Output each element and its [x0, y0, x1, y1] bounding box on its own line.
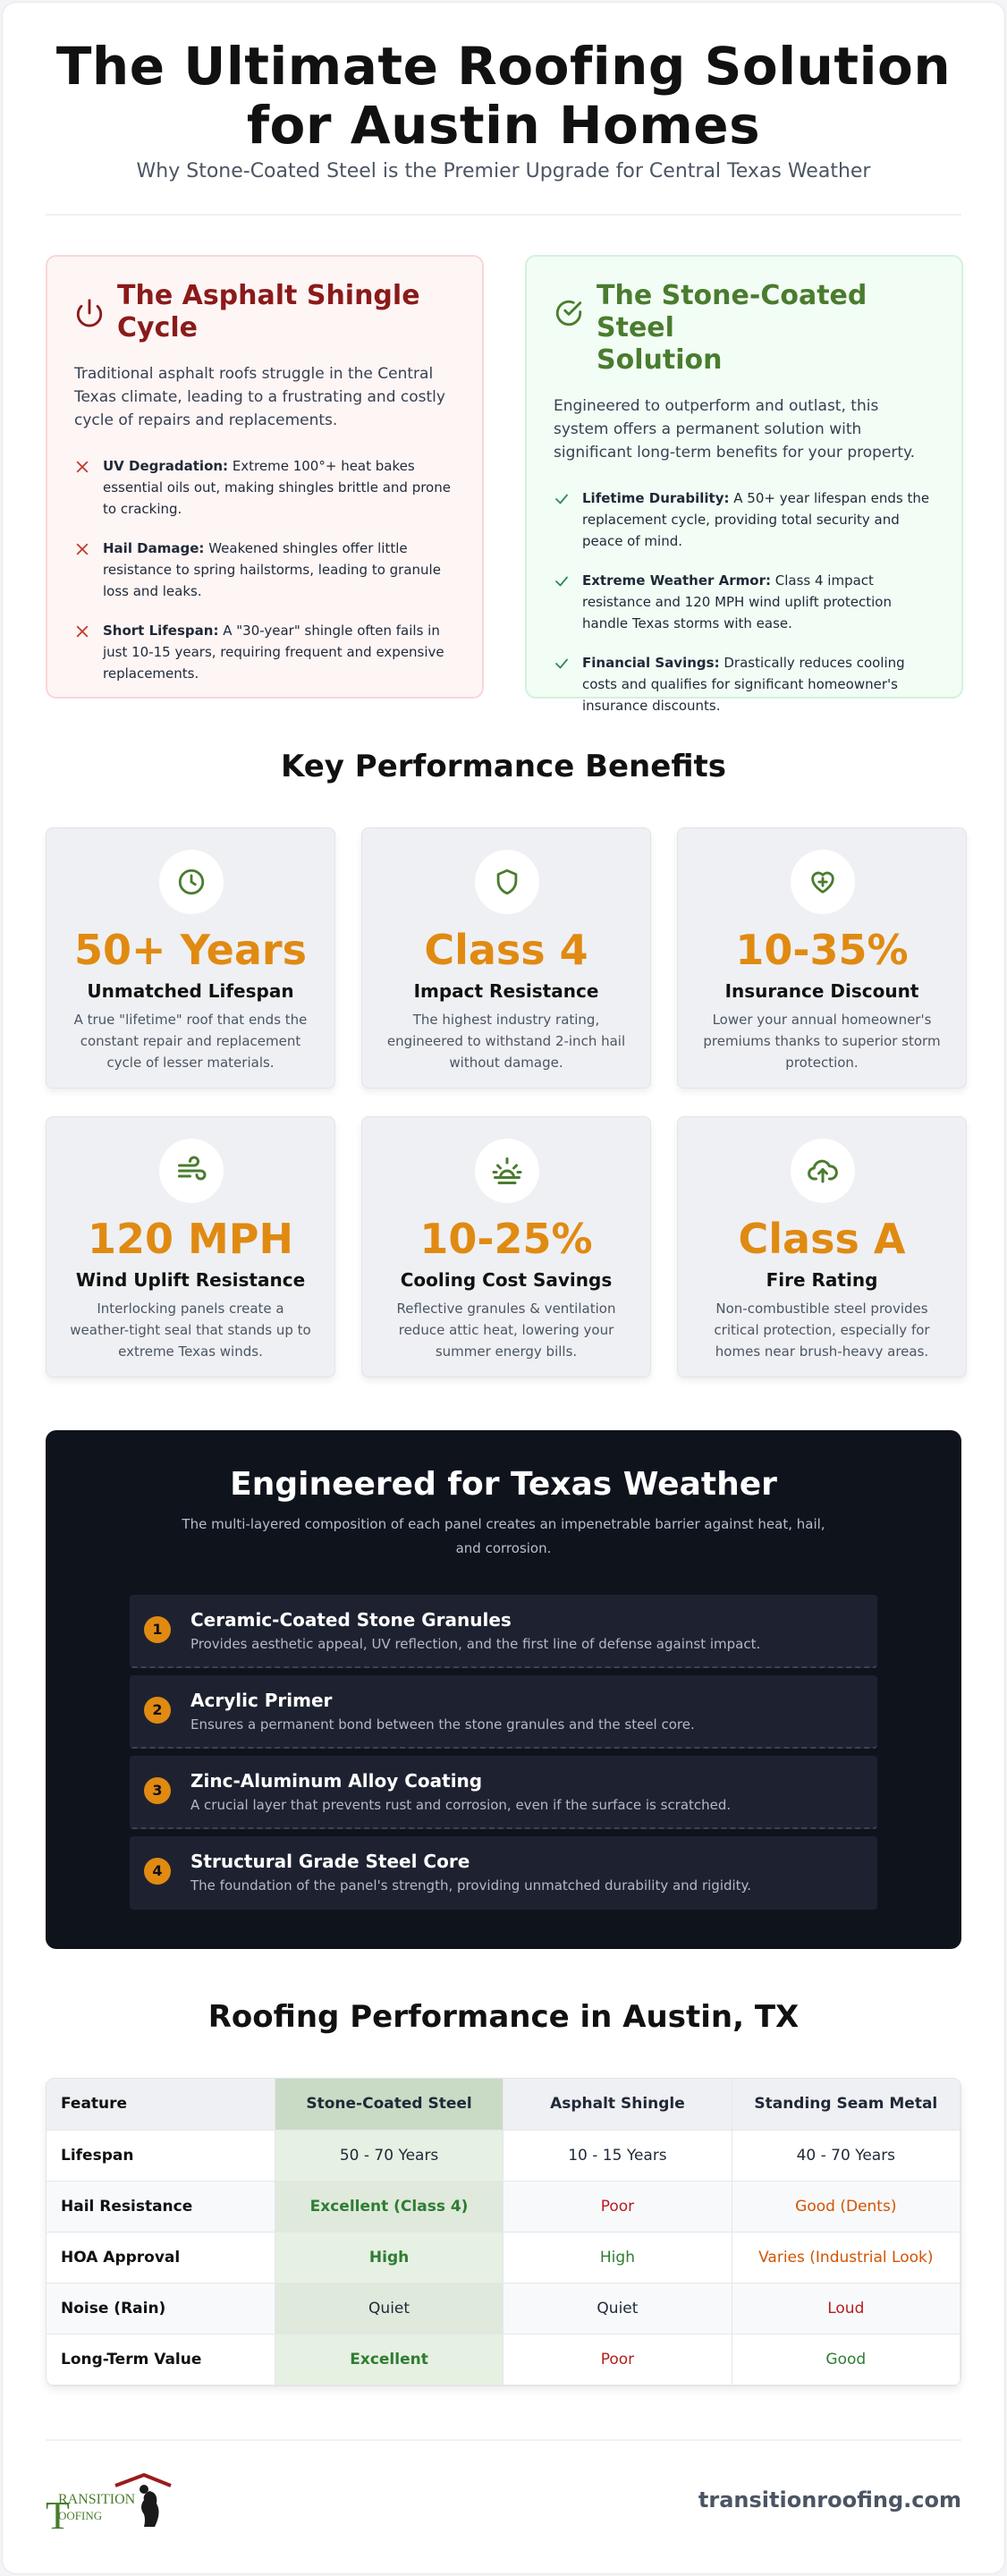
page-title: [46, 37, 961, 155]
table-cell: 50 - 70 Years: [275, 2130, 503, 2181]
svg-text:T: T: [46, 2494, 70, 2534]
list-item: [554, 652, 935, 716]
table-cell: Poor: [504, 2181, 732, 2232]
title-line-2: for Austin Homes: [246, 95, 761, 156]
benefit-card-cooling: [361, 1116, 651, 1377]
layer-item: [130, 1675, 877, 1749]
benefit-value: Class 4: [424, 926, 588, 974]
footer-divider: [46, 2439, 961, 2441]
benefit-label: Unmatched Lifespan: [87, 980, 294, 1002]
layer-title: Acrylic Primer: [190, 1690, 333, 1711]
table-row: [47, 2130, 960, 2181]
benefit-value: 50+ Years: [74, 926, 307, 974]
layer-desc: Ensures a permanent bond between the stone granules and the steel core.: [190, 1716, 695, 1733]
table-cell: Excellent: [275, 2334, 503, 2385]
benefit-card-impact: [361, 827, 651, 1089]
list-item-body: A "30-year" shingle often fails in just 10-15 years, requiring frequent and expensive replacements.: [103, 623, 444, 682]
benefit-card-fire: [677, 1116, 967, 1377]
layer-item: [130, 1595, 877, 1668]
list-item-text: [582, 652, 935, 716]
benefit-desc: The highest industry rating, engineered to withstand 2-inch hail without damage.: [386, 1012, 626, 1071]
table-cell: 40 - 70 Years: [732, 2130, 960, 2181]
svg-text:RANSITION: RANSITION: [58, 2492, 136, 2507]
asphalt-title-line-2: Cycle: [117, 312, 198, 343]
column-header: Stone-Coated Steel: [275, 2079, 503, 2130]
power-icon: [74, 298, 105, 328]
engineered-title: Engineered for Texas Weather: [230, 1466, 777, 1503]
check-icon: [554, 656, 570, 672]
list-item-text: [103, 620, 455, 684]
table-row: [47, 2283, 960, 2334]
table-cell: Excellent (Class 4): [275, 2181, 503, 2232]
column-header: Feature: [47, 2079, 275, 2130]
benefit-desc: Lower your annual homeowner's premiums thanks to superior storm protection.: [703, 1012, 941, 1071]
check-icon: [554, 573, 570, 589]
layer-number: 1: [144, 1616, 171, 1643]
benefit-label: Wind Uplift Resistance: [75, 1269, 306, 1291]
layer-title: Structural Grade Steel Core: [190, 1851, 470, 1872]
table-cell: Varies (Industrial Look): [732, 2232, 960, 2283]
list-item: [74, 538, 455, 602]
list-item-bold: Financial Savings:: [582, 655, 720, 671]
comparison-table: [46, 2078, 961, 2386]
asphalt-intro: Traditional asphalt roofs struggle in the Central Texas climate, leading to a frustrating and costly cycle of repairs and replacements.: [74, 365, 445, 429]
page: [2, 2, 1005, 2574]
list-item-body: Extreme 100°+ heat bakes essential oils out, making shingles brittle and prone to cracking.: [103, 458, 451, 517]
table-title: Roofing Performance in Austin, TX: [207, 1999, 800, 2035]
benefit-desc: Interlocking panels create a weather-tight seal that stands up to extreme Texas winds.: [70, 1301, 311, 1360]
benefit-label: Impact Resistance: [413, 980, 599, 1002]
list-item-bold: Hail Damage:: [103, 540, 205, 556]
x-mark-icon: [74, 459, 90, 475]
benefit-value: 10-25%: [419, 1215, 593, 1263]
table-cell: High: [504, 2232, 732, 2283]
list-item-bold: Extreme Weather Armor:: [582, 572, 771, 589]
wind-icon: [175, 1155, 207, 1187]
shield-icon: [492, 867, 522, 897]
benefits-title: Key Performance Benefits: [280, 749, 727, 784]
layer-desc: The foundation of the panel's strength, providing unmatched durability and rigidity.: [190, 1877, 752, 1894]
benefit-desc: Non-combustible steel provides critical protection, especially for homes near brush-heavy areas.: [714, 1301, 930, 1360]
benefit-icon-wrap: [791, 1139, 855, 1203]
check-circle-icon: [554, 298, 584, 328]
steel-card: [525, 255, 963, 714]
steel-intro: Engineered to outperform and outlast, this system offers a permanent solution with significant long-term benefits for your property.: [554, 397, 916, 462]
list-item-text: [582, 487, 935, 552]
asphalt-list: [74, 455, 455, 684]
divider: [46, 214, 961, 216]
table-cell: High: [275, 2232, 503, 2283]
benefit-label: Insurance Discount: [724, 980, 919, 1002]
benefit-label: Cooling Cost Savings: [400, 1269, 613, 1291]
steel-title-line-2: Solution: [597, 344, 723, 376]
benefit-icon-wrap: [159, 850, 224, 914]
benefit-card-insurance: [677, 827, 967, 1089]
engineered-subtitle: The multi-layered composition of each panel creates an impenetrable barrier against heat, hail, and corrosion.: [182, 1516, 825, 1556]
layer-number: 3: [144, 1777, 171, 1804]
list-item-body: A 50+ year lifespan ends the replacement cycle, providing total security and peace of mind.: [582, 490, 930, 549]
svg-text:OOFING: OOFING: [58, 2509, 103, 2522]
table-cell: Lifespan: [47, 2130, 275, 2181]
check-icon: [554, 491, 570, 507]
benefit-card-lifespan: [46, 827, 335, 1089]
page-subtitle: Why Stone-Coated Steel is the Premier Upgrade for Central Texas Weather: [136, 160, 871, 182]
table-header-row: [47, 2079, 960, 2130]
layer-number: 2: [144, 1697, 171, 1724]
table-cell: Good: [732, 2334, 960, 2385]
list-item-bold: UV Degradation:: [103, 458, 229, 474]
benefit-value: 120 MPH: [87, 1215, 294, 1263]
company-logo: [46, 2470, 180, 2534]
cloud-upload-icon: [807, 1155, 839, 1187]
layer-desc: Provides aesthetic appeal, UV reflection, and the first line of defense against impact.: [190, 1636, 761, 1652]
layer-number: 4: [144, 1858, 171, 1885]
list-item-body: Drastically reduces cooling costs and qualifies for significant homeowner's insurance discounts.: [582, 655, 905, 714]
steel-list: [554, 487, 935, 716]
table-cell: Poor: [504, 2334, 732, 2385]
title-line-1: The Ultimate Roofing Solution: [55, 36, 952, 97]
asphalt-card-title: [117, 280, 420, 344]
steel-title-line-1: The Stone-Coated Steel: [597, 280, 867, 343]
heart-plus-icon: [808, 867, 838, 897]
layer-item: [130, 1836, 877, 1910]
list-item: [74, 455, 455, 520]
benefit-label: Fire Rating: [766, 1269, 878, 1291]
table-cell: Quiet: [504, 2283, 732, 2334]
asphalt-card: [46, 255, 484, 699]
layer-desc: A crucial layer that prevents rust and corrosion, even if the surface is scratched.: [190, 1797, 732, 1813]
asphalt-title-line-1: The Asphalt Shingle: [117, 280, 420, 311]
sunset-icon: [491, 1155, 523, 1187]
benefit-icon-wrap: [791, 850, 855, 914]
layer-item: [130, 1756, 877, 1829]
table-row: [47, 2334, 960, 2385]
benefit-icon-wrap: [475, 850, 539, 914]
layer-title: Zinc-Aluminum Alloy Coating: [190, 1770, 483, 1792]
website-url[interactable]: transitionroofing.com: [698, 2487, 961, 2512]
x-mark-icon: [74, 623, 90, 640]
table-cell: HOA Approval: [47, 2232, 275, 2283]
list-item-bold: Lifetime Durability:: [582, 490, 730, 506]
column-header: Asphalt Shingle: [504, 2079, 732, 2130]
column-header: Standing Seam Metal: [732, 2079, 960, 2130]
table-cell: Loud: [732, 2283, 960, 2334]
list-item-body: Class 4 impact resistance and 120 MPH wind uplift protection handle Texas storms with ease.: [582, 572, 892, 631]
table-cell: Hail Resistance: [47, 2181, 275, 2232]
table-cell: 10 - 15 Years: [504, 2130, 732, 2181]
layer-title: Ceramic-Coated Stone Granules: [190, 1609, 512, 1631]
benefit-value: 10-35%: [735, 926, 909, 974]
engineered-section: [46, 1430, 961, 1949]
steel-card-title: [597, 280, 935, 377]
list-item: [554, 487, 935, 552]
benefit-desc: Reflective granules & ventilation reduce attic heat, lowering your summer energy bills.: [396, 1301, 616, 1360]
table-cell: Good (Dents): [732, 2181, 960, 2232]
layer-list: [130, 1595, 877, 1917]
list-item-text: [103, 538, 455, 602]
table-cell: Noise (Rain): [47, 2283, 275, 2334]
list-item-bold: Short Lifespan:: [103, 623, 219, 639]
benefit-icon-wrap: [475, 1139, 539, 1203]
list-item: [74, 620, 455, 684]
table-row: [47, 2232, 960, 2283]
x-mark-icon: [74, 541, 90, 557]
list-item-text: [103, 455, 455, 520]
table-cell: Quiet: [275, 2283, 503, 2334]
list-item: [554, 570, 935, 634]
benefit-card-wind: [46, 1116, 335, 1377]
benefit-icon-wrap: [159, 1139, 224, 1203]
benefit-desc: A true "lifetime" roof that ends the constant repair and replacement cycle of lesser materials.: [73, 1012, 308, 1071]
table-cell: Long-Term Value: [47, 2334, 275, 2385]
table-row: [47, 2181, 960, 2232]
list-item-text: [582, 570, 935, 634]
clock-icon: [176, 867, 207, 897]
list-item-body: Weakened shingles offer little resistance to spring hailstorms, leading to granule loss and leaks.: [103, 540, 441, 599]
benefit-value: Class A: [738, 1215, 906, 1263]
